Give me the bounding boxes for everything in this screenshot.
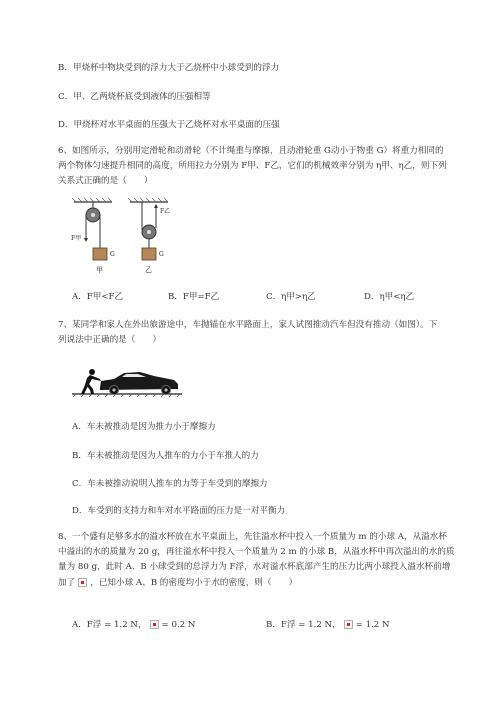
q6-option-d: D．η甲<η乙: [364, 292, 415, 302]
q6-option-c: C．η甲>η乙: [266, 292, 316, 302]
pulley-figure: [68, 196, 188, 280]
q7-stem-line1: 7、某同学和家人在外出旅游途中，车抛锚在水平路面上，家人试图推动汽车但没有推动（如图）。下: [58, 320, 438, 330]
q8-stem-line2: 中溢出的水的质量为 20 g，再往溢水杯中投入一个质量为 2 m 的小球 B，从溢水杯中再次溢出的水的质: [58, 547, 455, 557]
q8-option-b-first: B．F浮 = 1.2 N，: [266, 620, 341, 630]
caption-yi: 乙: [145, 266, 152, 274]
q8-option-b-second: = 1.2 N: [355, 620, 390, 630]
person-icon: [81, 369, 101, 394]
q6-stem-line2: 两个物体匀速提升相同的高度，所用拉力分别为 F甲、F乙，它们的机械效率分别为 η甲、η乙，则下列: [58, 161, 447, 171]
label-g-left: G: [110, 251, 115, 258]
q8-option-a-second: = 0.2 N: [161, 620, 196, 630]
q8-stem-line1: 8、一个盛有足够多水的溢水杯放在水平桌面上，先往溢水杯中投入一个质量为 m 的小球 A，从溢水杯: [58, 532, 447, 542]
q7-option-b: B．车未被推动是因为人推车的力小于车推人的力: [72, 451, 259, 461]
q8-stem-line4-start: 加了: [58, 578, 76, 588]
q8-option-a-first: A．F浮 = 1.2 N，: [72, 620, 147, 630]
car-push-figure: [70, 364, 190, 398]
q6-option-b: B．F甲=F乙: [168, 292, 220, 302]
q8-stem-line3: 量为 80 g，此时 A、B 小球受到的总浮力为 F浮，水对溢水杯底部产生的压力比两小球投入溢水杯前增: [58, 562, 451, 572]
q7-stem-line2: 列说法中正确的是（ ）: [58, 335, 162, 345]
label-f-jia: F甲: [71, 235, 82, 242]
missing-formula-image-icon: [344, 620, 353, 629]
q7-option-a: A．车未被推动是因为推力小于摩擦力: [72, 422, 216, 432]
q8-stem-line4-end: ，已知小球 A、B 的密度均小于水的密度，则（ ）: [90, 578, 298, 588]
label-f-yi: F乙: [160, 208, 171, 215]
label-g-right: G: [159, 251, 164, 258]
car-push-illustration: [70, 364, 190, 398]
caption-jia: 甲: [96, 266, 103, 274]
q8-stem-line4: [58, 577, 297, 589]
q6-stem-line1: 6、如图所示，分别用定滑轮和动滑轮（不计绳重与摩擦，且动滑轮重 G动小于物重 G）将重力相同的: [58, 146, 444, 156]
q7-option-d: D．车受到的支持力和车对水平路面的压力是一对平衡力: [72, 506, 286, 516]
q5-option-d: D．甲烧杯对水平桌面的压强大于乙烧杯对水平桌面的压强: [58, 120, 280, 130]
q7-option-c: C．车未被推动说明人推车的力等于车受到的摩擦力: [72, 479, 268, 489]
missing-formula-image-icon: [150, 620, 159, 629]
missing-formula-image-icon: [78, 578, 87, 587]
weight-block-right: [142, 248, 156, 260]
q8-option-a: [72, 619, 195, 631]
car-icon: [100, 372, 178, 395]
weight-block-left: [93, 248, 107, 260]
q5-option-c: C．甲、乙两烧杯底受到液体的压强相等: [58, 92, 211, 102]
pulley-diagram: [68, 196, 188, 280]
q6-stem-line3: 关系式正确的是（ ）: [58, 176, 153, 186]
q8-option-b: [266, 619, 390, 631]
q5-option-b: B．甲烧杯中物块受到的浮力大于乙烧杯中小球受到的浮力: [58, 63, 280, 73]
q6-option-a: A．F甲<F乙: [72, 292, 124, 302]
